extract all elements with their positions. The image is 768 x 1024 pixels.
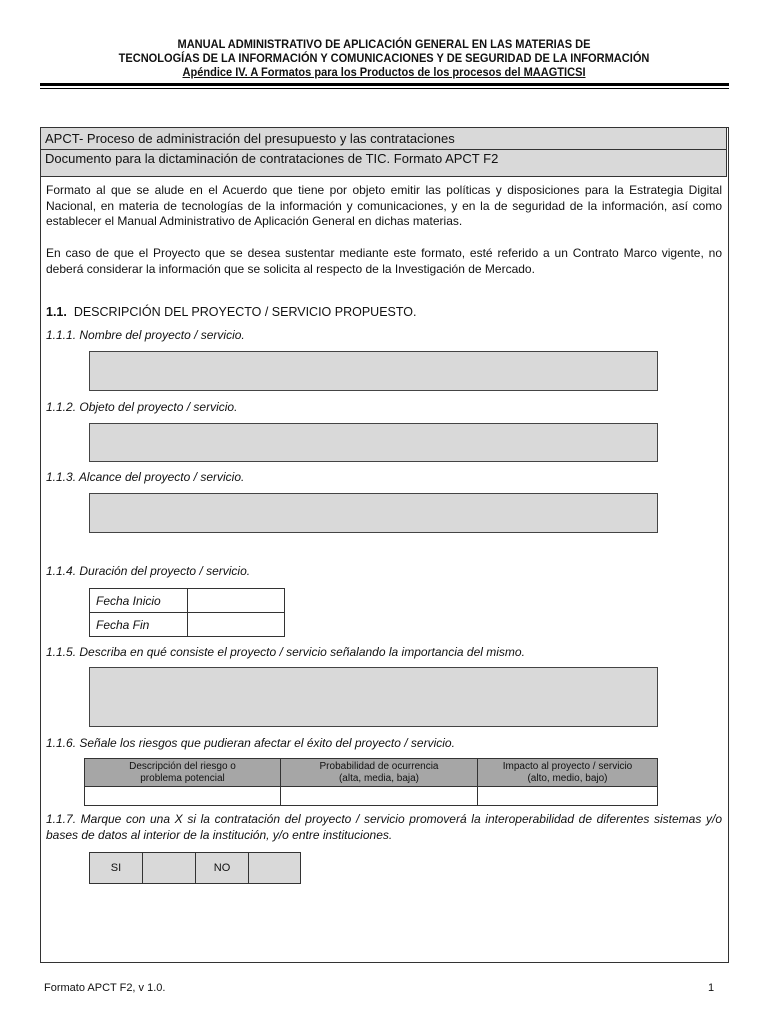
end-date-field[interactable] bbox=[188, 613, 285, 637]
project-description-field[interactable] bbox=[89, 667, 658, 727]
no-checkbox[interactable] bbox=[249, 853, 301, 884]
section-title: DESCRIPCIÓN DEL PROYECTO / SERVICIO PROPUESTO. bbox=[73, 305, 417, 319]
end-date-label: Fecha Fin bbox=[90, 613, 188, 637]
question-1-1-2: 1.1.2. Objeto del proyecto / servicio. bbox=[46, 400, 238, 414]
risk-probability-cell[interactable] bbox=[281, 787, 478, 806]
interoperability-table bbox=[89, 852, 301, 884]
start-date-label: Fecha Inicio bbox=[90, 589, 188, 613]
risk-description-cell[interactable] bbox=[85, 787, 281, 806]
no-label: NO bbox=[196, 853, 249, 884]
project-objective-field[interactable] bbox=[89, 423, 658, 462]
process-title: APCT- Proceso de administración del presupuesto y las contrataciones bbox=[40, 127, 727, 150]
project-name-field[interactable] bbox=[89, 351, 658, 391]
question-1-1-3: 1.1.3. Alcance del proyecto / servicio. bbox=[46, 470, 245, 484]
risk-table bbox=[84, 758, 658, 806]
question-1-1-5: 1.1.5. Describa en qué consiste el proyecto / servicio señalando la importancia del mismo. bbox=[46, 645, 525, 659]
project-scope-field[interactable] bbox=[89, 493, 658, 533]
header-line-1: MANUAL ADMINISTRATIVO DE APLICACIÓN GENERAL EN LAS MATERIAS DE bbox=[177, 37, 591, 51]
si-label: SI bbox=[90, 853, 143, 884]
intro-paragraph-1: Formato al que se alude en el Acuerdo que tiene por objeto emitir las políticas y disposiciones para la Estrategia Digital Nacional, en materia de tecnologías de la información y comunicaciones, y en la de seguridad de la información, así como establecer el Manual Administrativo de Aplicación General en dichas materias. bbox=[46, 183, 722, 228]
intro-paragraph-2: En caso de que el Proyecto que se desea sustentar mediante este formato, esté referido a un Contrato Marco vigente, no deberá considerar la información que se solicita al respecto de la Investigación de Mercado. bbox=[46, 246, 722, 276]
risk-header-impact: Impacto al proyecto / servicio (alto, medio, bajo) bbox=[478, 759, 658, 787]
header-rule-thin bbox=[40, 88, 729, 89]
risk-impact-cell[interactable] bbox=[478, 787, 658, 806]
question-1-1-7: 1.1.7. Marque con una X si la contratación del proyecto / servicio promoverá la interoperabilidad de diferentes sistemas y/o bases de datos al interior de la institución, y/o entre instituciones. bbox=[46, 812, 722, 842]
page-number: 1 bbox=[708, 982, 715, 994]
start-date-field[interactable] bbox=[188, 589, 285, 613]
duration-table bbox=[89, 588, 285, 637]
footer-format: Formato APCT F2, v 1.0. bbox=[44, 982, 166, 994]
section-number: 1.1. bbox=[46, 305, 67, 319]
header-line-3: Apéndice IV. A Formatos para los Productos de los procesos del MAAGTICSI bbox=[182, 65, 586, 79]
question-1-1-4: 1.1.4. Duración del proyecto / servicio. bbox=[46, 564, 251, 578]
question-1-1-1: 1.1.1. Nombre del proyecto / servicio. bbox=[46, 328, 245, 342]
section-heading bbox=[46, 305, 416, 321]
risk-header-probability: Probabilidad de ocurrencia (alta, media, baja) bbox=[281, 759, 478, 787]
header-rule bbox=[40, 83, 729, 86]
question-1-1-6: 1.1.6. Señale los riesgos que pudieran afectar el éxito del proyecto / servicio. bbox=[46, 736, 455, 750]
si-checkbox[interactable] bbox=[143, 853, 196, 884]
document-title: Documento para la dictaminación de contrataciones de TIC. Formato APCT F2 bbox=[40, 149, 727, 177]
risk-header-description: Descripción del riesgo o problema potencial bbox=[85, 759, 281, 787]
header-line-2: TECNOLOGÍAS DE LA INFORMACIÓN Y COMUNICACIONES Y DE SEGURIDAD DE LA INFORMACIÓN bbox=[118, 51, 650, 65]
